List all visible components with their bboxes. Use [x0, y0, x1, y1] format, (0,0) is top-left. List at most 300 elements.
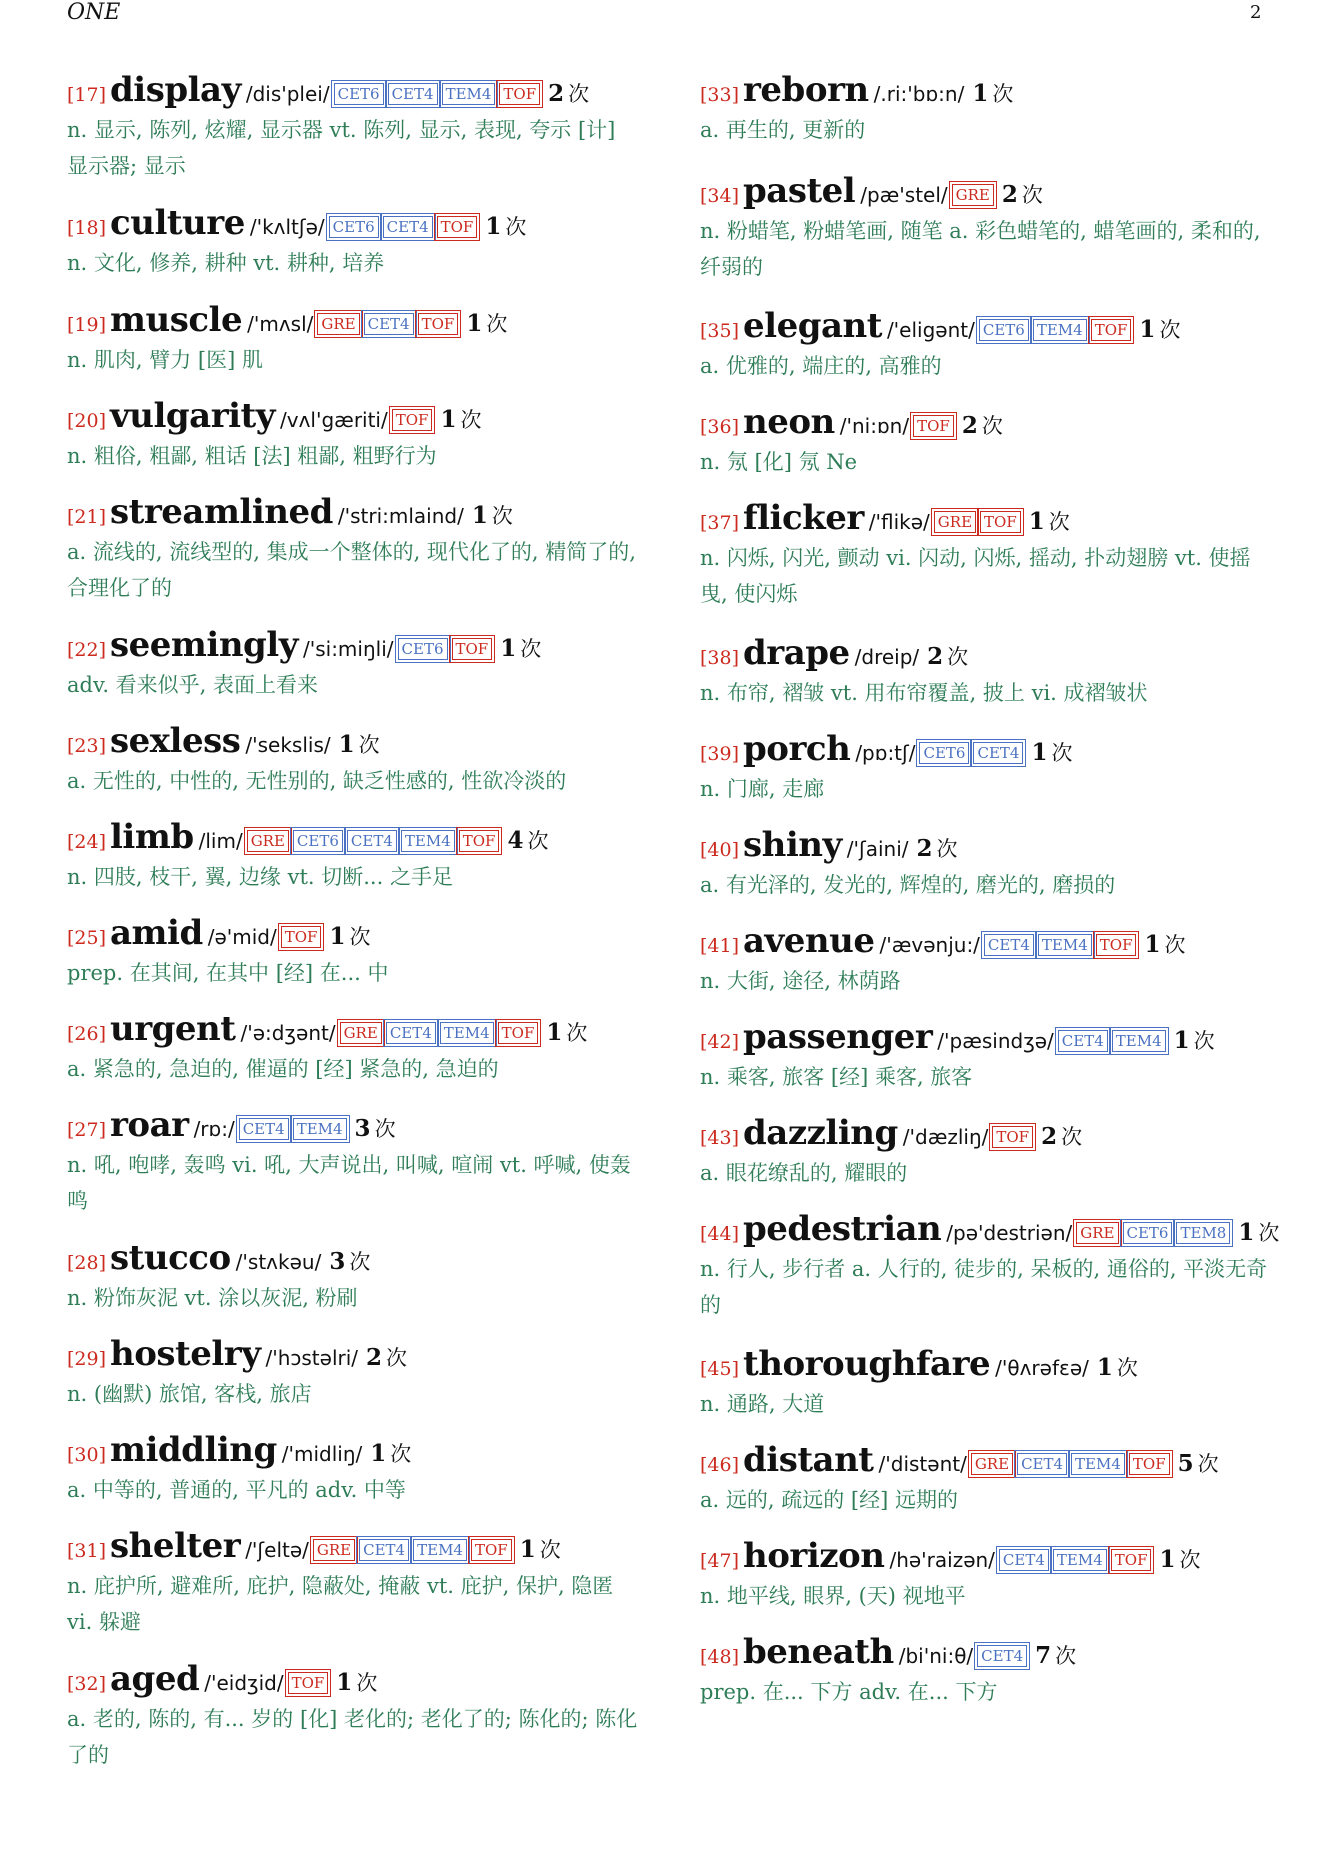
entry-headline [67, 394, 642, 438]
exam-tags [336, 1011, 539, 1055]
entry-headline [67, 201, 642, 245]
dictionary-entry [67, 1657, 642, 1773]
entry-headline [700, 1342, 1275, 1386]
phonetic-transcription: /'stʌkəu/ [235, 1250, 322, 1274]
headword: drape [743, 633, 850, 673]
headword: porch [743, 729, 851, 769]
phonetic-transcription: /dreip/ [854, 645, 920, 669]
exam-tags [973, 1634, 1027, 1678]
headword: display [110, 70, 241, 110]
phonetic-transcription: /ə'mid/ [207, 925, 277, 949]
dictionary-entry [67, 1236, 642, 1316]
frequency-unit: 次 [568, 82, 590, 106]
dictionary-entry [67, 815, 642, 895]
entry-headline [700, 304, 1275, 348]
dictionary-entry [700, 1438, 1275, 1518]
headword: avenue [743, 921, 875, 961]
headword: limb [110, 817, 194, 857]
entry-headline [67, 1524, 642, 1568]
exam-tag: TOF [471, 1539, 512, 1561]
entry-headline [67, 1332, 642, 1376]
frequency-unit: 次 [992, 82, 1014, 106]
frequency-unit: 次 [386, 1346, 408, 1370]
phonetic-transcription: /'distənt/ [878, 1452, 967, 1476]
definition: n. 粗俗, 粗鄙, 粗话 [法] 粗鄙, 粗野行为 [67, 444, 437, 468]
exam-tag: TEM4 [440, 1022, 494, 1044]
entry-headline [700, 68, 1275, 112]
entry-headline [700, 169, 1275, 213]
frequency-unit: 次 [1021, 183, 1043, 207]
exam-tag: CET4 [977, 1645, 1027, 1667]
frequency-count: 2 [1001, 181, 1018, 208]
exam-tag: GRE [247, 830, 289, 852]
definition: n. 显示, 陈列, 炫耀, 显示器 vt. 陈列, 显示, 表现, 夸示 [计] 显示器; 显示 [67, 118, 616, 178]
entry-number: [43] [700, 1127, 740, 1149]
exam-tag: TOF [1091, 319, 1132, 341]
entry-number: [37] [700, 512, 740, 534]
exam-tags [325, 205, 478, 249]
phonetic-transcription: /'θʌrəfɛə/ [995, 1356, 1089, 1380]
dictionary-entry [67, 1103, 642, 1219]
dictionary-entry [67, 623, 642, 703]
exam-tag: CET4 [973, 742, 1023, 764]
frequency-count: 1 [1159, 1546, 1176, 1573]
frequency-unit: 次 [1197, 1452, 1219, 1476]
definition: n. 布帘, 褶皱 vt. 用布帘覆盖, 披上 vi. 成褶皱状 [700, 681, 1148, 705]
frequency-count: 1 [500, 635, 517, 662]
exam-tag: TEM8 [1176, 1222, 1230, 1244]
definition: n. 氖 [化] 氖 Ne [700, 450, 858, 474]
frequency-unit: 次 [1179, 1548, 1201, 1572]
exam-tags [284, 1661, 329, 1705]
phonetic-transcription: /pæ'stel/ [860, 183, 948, 207]
headword: thoroughfare [743, 1344, 991, 1384]
exam-tag: TOF [992, 1126, 1033, 1148]
entry-number: [46] [700, 1454, 740, 1476]
definition: n. 庇护所, 避难所, 庇护, 隐蔽处, 掩蔽 vt. 庇护, 保护, 隐匿 vi. 躲避 [67, 1574, 614, 1634]
definition: a. 无性的, 中性的, 无性别的, 缺乏性感的, 性欲冷淡的 [67, 769, 567, 793]
exam-tag: TOF [980, 511, 1021, 533]
entry-headline [67, 1236, 642, 1280]
entry-headline [67, 1428, 642, 1472]
frequency-unit: 次 [1048, 510, 1070, 534]
exam-tag: TOF [392, 409, 433, 431]
headword: neon [743, 402, 835, 442]
headword: sexless [110, 721, 241, 761]
phonetic-transcription: /pə'destriən/ [946, 1221, 1073, 1245]
exam-tag: TEM4 [293, 1118, 347, 1140]
entry-number: [23] [67, 735, 107, 757]
frequency-count: 2 [1041, 1123, 1058, 1150]
phonetic-transcription: /'midliŋ/ [281, 1442, 363, 1466]
dictionary-entry [67, 1524, 642, 1640]
frequency-count: 1 [336, 1669, 353, 1696]
definition: n. 粉饰灰泥 vt. 涂以灰泥, 粉刷 [67, 1286, 358, 1310]
frequency-unit: 次 [1061, 1125, 1083, 1149]
exam-tag: CET4 [239, 1118, 289, 1140]
exam-tag: TEM4 [413, 1539, 467, 1561]
entry-number: [19] [67, 314, 107, 336]
dictionary-entry [67, 68, 642, 184]
exam-tag: TEM4 [1053, 1549, 1107, 1571]
exam-tags [309, 1528, 512, 1572]
frequency-unit: 次 [1051, 741, 1073, 765]
exam-tag: TOF [499, 83, 540, 105]
headword: vulgarity [110, 396, 276, 436]
frequency-unit: 次 [1258, 1221, 1280, 1245]
definition: a. 流线的, 流线型的, 集成一个整体的, 现代化了的, 精简了的, 合理化了的 [67, 540, 636, 600]
frequency-count: 1 [1096, 1354, 1113, 1381]
exam-tag: GRE [313, 1539, 355, 1561]
phonetic-transcription: /'ævənju:/ [879, 933, 980, 957]
exam-tag: TOF [498, 1022, 539, 1044]
exam-tag: TEM4 [1071, 1453, 1125, 1475]
definition: n. 大街, 途径, 林荫路 [700, 969, 901, 993]
exam-tags [243, 819, 500, 863]
exam-tag: CET4 [359, 1539, 409, 1561]
exam-tag: CET4 [1058, 1030, 1108, 1052]
exam-tags [967, 1442, 1170, 1486]
entry-number: [34] [700, 185, 740, 207]
frequency-unit: 次 [947, 645, 969, 669]
headword: shiny [743, 825, 842, 865]
frequency-count: 1 [329, 923, 346, 950]
entry-number: [29] [67, 1348, 107, 1370]
headword: aged [110, 1659, 200, 1699]
definition: a. 远的, 疏远的 [经] 远期的 [700, 1488, 958, 1512]
phonetic-transcription: /'eligənt/ [886, 318, 975, 342]
dictionary-entry [67, 298, 642, 378]
entry-number: [35] [700, 320, 740, 342]
exam-tags [980, 923, 1137, 967]
phonetic-transcription: /'ʃaini/ [846, 837, 909, 861]
frequency-count: 1 [1173, 1027, 1190, 1054]
headword: distant [743, 1440, 874, 1480]
exam-tags [277, 915, 322, 959]
headword: muscle [110, 300, 243, 340]
definition: n. 粉蜡笔, 粉蜡笔画, 随笔 a. 彩色蜡笔的, 蜡笔画的, 柔和的, 纤弱的 [700, 219, 1261, 279]
frequency-count: 1 [1031, 739, 1048, 766]
exam-tag: GRE [952, 184, 994, 206]
headword: passenger [743, 1017, 933, 1057]
frequency-unit: 次 [1055, 1644, 1077, 1668]
definition: n. 门廊, 走廊 [700, 777, 825, 801]
phonetic-transcription: /'eidʒid/ [204, 1671, 284, 1695]
exam-tag: GRE [340, 1022, 382, 1044]
headword: urgent [110, 1009, 236, 1049]
frequency-unit: 次 [374, 1117, 396, 1141]
frequency-count: 1 [370, 1440, 387, 1467]
entry-headline [67, 815, 642, 859]
frequency-count: 3 [354, 1115, 371, 1142]
phonetic-transcription: /pɒ:tʃ/ [855, 741, 916, 765]
dictionary-entry [700, 1630, 1275, 1710]
phonetic-transcription: /'flikə/ [868, 510, 930, 534]
entry-number: [21] [67, 506, 107, 528]
frequency-count: 1 [1028, 508, 1045, 535]
headword: hostelry [110, 1334, 261, 1374]
entry-number: [41] [700, 935, 740, 957]
frequency-unit: 次 [349, 1250, 371, 1274]
phonetic-transcription: /'dæzliŋ/ [902, 1125, 989, 1149]
frequency-count: 2 [366, 1344, 383, 1371]
definition: adv. 看来似乎, 表面上看来 [67, 673, 319, 697]
frequency-count: 1 [440, 406, 457, 433]
phonetic-transcription: /'stri:mlaind/ [337, 504, 464, 528]
exam-tags [948, 173, 994, 217]
entry-headline [700, 1534, 1275, 1578]
dictionary-entry [700, 169, 1275, 285]
entry-headline [67, 298, 642, 342]
dictionary-entry [700, 919, 1275, 999]
frequency-unit: 次 [356, 1671, 378, 1695]
frequency-count: 1 [1144, 931, 1161, 958]
exam-tag: CET4 [383, 216, 433, 238]
exam-tags [388, 398, 433, 442]
entry-number: [47] [700, 1550, 740, 1572]
exam-tag: TOF [452, 638, 493, 660]
dictionary-entry [67, 201, 642, 281]
definition: n. 乘客, 旅客 [经] 乘客, 旅客 [700, 1065, 973, 1089]
exam-tag: TOF [281, 926, 322, 948]
exam-tag: CET4 [1017, 1453, 1067, 1475]
dictionary-entry [700, 1534, 1275, 1614]
definition: a. 有光泽的, 发光的, 辉煌的, 磨光的, 磨损的 [700, 873, 1116, 897]
phonetic-transcription: /lim/ [198, 829, 243, 853]
phonetic-transcription: /hə'raizən/ [889, 1548, 995, 1572]
exam-tags [975, 308, 1132, 352]
dictionary-entry [700, 400, 1275, 480]
exam-tags [1054, 1019, 1166, 1063]
definition: n. 闪烁, 闪光, 颤动 vi. 闪动, 闪烁, 摇动, 扑动翅膀 vt. 使摇曳, 使闪烁 [700, 546, 1251, 606]
phonetic-transcription: /'ni:ɒn/ [839, 414, 910, 438]
exam-tags [915, 731, 1023, 775]
definition: n. 吼, 咆哮, 轰鸣 vi. 吼, 大声说出, 叫喊, 喧闹 vt. 呼喊, 使轰鸣 [67, 1153, 631, 1213]
frequency-unit: 次 [1116, 1356, 1138, 1380]
definition: prep. 在... 下方 adv. 在... 下方 [700, 1680, 998, 1704]
phonetic-transcription: /'kʌltʃə/ [249, 215, 325, 239]
phonetic-transcription: /'hɔstəlri/ [265, 1346, 359, 1370]
headword: stucco [110, 1238, 231, 1278]
headword: reborn [743, 70, 869, 110]
entry-headline [67, 911, 642, 955]
entry-number: [31] [67, 1540, 107, 1562]
exam-tag: CET4 [984, 934, 1034, 956]
entry-headline [700, 727, 1275, 771]
entry-number: [32] [67, 1673, 107, 1695]
exam-tag: TOF [437, 216, 478, 238]
entry-number: [33] [700, 84, 740, 106]
definition: a. 老的, 陈的, 有... 岁的 [化] 老化的; 老化了的; 陈化的; 陈化了的 [67, 1707, 638, 1767]
headword: culture [110, 203, 245, 243]
definition: n. 四肢, 枝干, 翼, 边缘 vt. 切断... 之手足 [67, 865, 453, 889]
exam-tags [995, 1538, 1152, 1582]
entry-headline [67, 490, 642, 534]
frequency-unit: 次 [527, 829, 549, 853]
dictionary-entry [67, 394, 642, 474]
frequency-count: 1 [466, 310, 483, 337]
dictionary-entry [700, 1342, 1275, 1422]
frequency-count: 2 [927, 643, 944, 670]
exam-tags [909, 404, 954, 448]
exam-tag: TOF [1111, 1549, 1152, 1571]
frequency-count: 4 [507, 827, 524, 854]
entry-number: [42] [700, 1031, 740, 1053]
exam-tag: GRE [1076, 1222, 1118, 1244]
exam-tag: CET4 [999, 1549, 1049, 1571]
definition: n. 文化, 修养, 耕种 vt. 耕种, 培养 [67, 251, 385, 275]
entry-number: [36] [700, 416, 740, 438]
entry-headline [67, 1103, 642, 1147]
entry-headline [67, 1007, 642, 1051]
exam-tags [313, 302, 458, 346]
entry-number: [22] [67, 639, 107, 661]
phonetic-transcription: /'si:miŋli/ [302, 637, 394, 661]
frequency-count: 2 [916, 835, 933, 862]
entry-number: [44] [700, 1223, 740, 1245]
headword: streamlined [110, 492, 333, 532]
exam-tag: CET4 [388, 83, 438, 105]
exam-tag: TEM4 [401, 830, 455, 852]
definition: n. (幽默) 旅馆, 客栈, 旅店 [67, 1382, 312, 1406]
frequency-unit: 次 [1193, 1029, 1215, 1053]
entry-number: [27] [67, 1119, 107, 1141]
frequency-unit: 次 [390, 1442, 412, 1466]
dictionary-entry [67, 911, 642, 991]
entry-headline [700, 400, 1275, 444]
frequency-unit: 次 [520, 637, 542, 661]
entry-headline [67, 623, 642, 667]
exam-tag: CET6 [334, 83, 384, 105]
entry-number: [25] [67, 927, 107, 949]
entry-headline [700, 1111, 1275, 1155]
exam-tag: CET4 [386, 1022, 436, 1044]
phonetic-transcription: /dis'plei/ [245, 82, 330, 106]
exam-tag: TOF [913, 415, 954, 437]
exam-tags [1072, 1211, 1230, 1255]
exam-tag: CET6 [398, 638, 448, 660]
definition: n. 肌肉, 臂力 [医] 肌 [67, 348, 263, 372]
entry-number: [39] [700, 743, 740, 765]
dictionary-entry [700, 631, 1275, 711]
exam-tag: GRE [317, 313, 359, 335]
entry-headline [700, 1207, 1280, 1251]
exam-tag: CET6 [919, 742, 969, 764]
exam-tags [330, 72, 541, 116]
frequency-unit: 次 [539, 1538, 561, 1562]
exam-tag: TOF [418, 313, 459, 335]
exam-tag: CET6 [329, 216, 379, 238]
frequency-count: 1 [1238, 1219, 1255, 1246]
headword: dazzling [743, 1113, 898, 1153]
headword: pastel [743, 171, 856, 211]
frequency-unit: 次 [460, 408, 482, 432]
exam-tags [930, 500, 1021, 544]
entry-headline [700, 1438, 1275, 1482]
frequency-count: 1 [471, 502, 488, 529]
frequency-count: 5 [1177, 1450, 1194, 1477]
entry-number: [40] [700, 839, 740, 861]
phonetic-transcription: /'pæsindʒə/ [937, 1029, 1054, 1053]
definition: n. 通路, 大道 [700, 1392, 825, 1416]
entry-number: [28] [67, 1252, 107, 1274]
definition: n. 地平线, 眼界, (天) 视地平 [700, 1584, 966, 1608]
phonetic-transcription: /'mʌsl/ [247, 312, 314, 336]
dictionary-entry [67, 1428, 642, 1508]
headword: pedestrian [743, 1209, 942, 1249]
dictionary-entry [700, 727, 1275, 807]
frequency-count: 1 [972, 80, 989, 107]
exam-tag: TEM4 [1112, 1030, 1166, 1052]
entry-number: [17] [67, 84, 107, 106]
phonetic-transcription: /.ri:'bɒ:n/ [873, 82, 965, 106]
frequency-count: 1 [338, 731, 355, 758]
exam-tag: TEM4 [1033, 319, 1087, 341]
frequency-unit: 次 [566, 1021, 588, 1045]
dictionary-entry [700, 68, 1275, 148]
dictionary-entry [700, 1111, 1275, 1191]
entry-headline [700, 1630, 1275, 1674]
frequency-count: 1 [546, 1019, 563, 1046]
frequency-unit: 次 [936, 837, 958, 861]
headword: horizon [743, 1536, 885, 1576]
entry-number: [30] [67, 1444, 107, 1466]
entry-headline [67, 1657, 642, 1701]
frequency-unit: 次 [486, 312, 508, 336]
entry-number: [24] [67, 831, 107, 853]
page-header-title: ONE [67, 0, 121, 25]
dictionary-entry [67, 1332, 642, 1412]
dictionary-entry [700, 304, 1275, 384]
definition: a. 中等的, 普通的, 平凡的 adv. 中等 [67, 1478, 406, 1502]
exam-tag: TOF [288, 1672, 329, 1694]
dictionary-entry [700, 496, 1275, 612]
entry-number: [20] [67, 410, 107, 432]
entry-headline [67, 68, 642, 112]
exam-tag: CET6 [1123, 1222, 1173, 1244]
dictionary-entry [67, 1007, 642, 1087]
frequency-count: 1 [1139, 316, 1156, 343]
phonetic-transcription: /bi'ni:θ/ [898, 1644, 974, 1668]
exam-tag: TOF [459, 830, 500, 852]
frequency-unit: 次 [349, 925, 371, 949]
exam-tag: TEM4 [442, 83, 496, 105]
dictionary-entry [700, 1207, 1280, 1323]
phonetic-transcription: /'ə:dʒənt/ [240, 1021, 336, 1045]
frequency-unit: 次 [1164, 933, 1186, 957]
frequency-count: 2 [961, 412, 978, 439]
headword: middling [110, 1430, 277, 1470]
headword: roar [110, 1105, 189, 1145]
frequency-unit: 次 [505, 215, 527, 239]
dictionary-entry [67, 719, 642, 799]
definition: a. 眼花缭乱的, 耀眼的 [700, 1161, 908, 1185]
phonetic-transcription: /rɒ:/ [193, 1117, 235, 1141]
page-number: 2 [1250, 2, 1262, 23]
frequency-count: 1 [485, 213, 502, 240]
exam-tags [235, 1107, 347, 1151]
exam-tags [394, 627, 493, 671]
definition: a. 优雅的, 端庄的, 高雅的 [700, 354, 942, 378]
exam-tag: TEM4 [1038, 934, 1092, 956]
frequency-unit: 次 [491, 504, 513, 528]
dictionary-entry [700, 823, 1275, 903]
entry-headline [67, 719, 642, 763]
exam-tag: TOF [1129, 1453, 1170, 1475]
headword: shelter [110, 1526, 241, 1566]
headword: seemingly [110, 625, 298, 665]
exam-tag: GRE [971, 1453, 1013, 1475]
